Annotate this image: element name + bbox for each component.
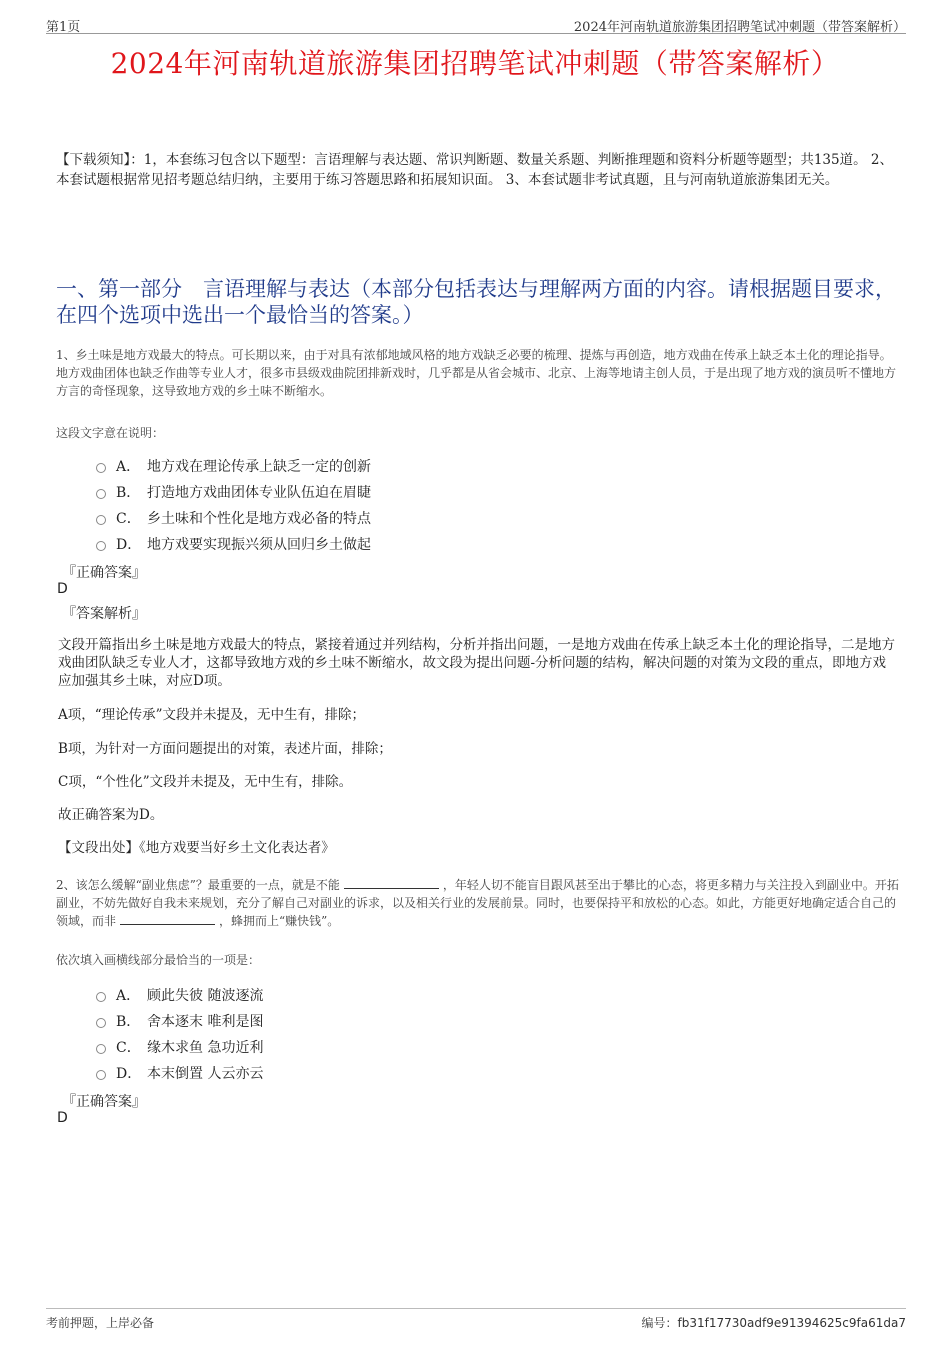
radio-icon[interactable]	[96, 1018, 106, 1028]
stem-part: 2、该怎么缓解“副业焦虑”？最重要的一点，就是不能	[56, 878, 340, 892]
radio-icon[interactable]	[96, 1044, 106, 1054]
analysis-paragraph: 文段开篇指出乡土味是地方戏最大的特点，紧接着通过并列结构，分析并指出问题，一是地方戏曲在传承上缺乏本土化的理论指导，二是地方戏曲团队缺乏专业人才，这都导致地方戏的乡土味不断缩水，故文段为提出问题-分析问题的结构，解决问题的对策为文段的重点，即地方戏应加强其乡土味，对应D项。	[58, 637, 895, 689]
footer-divider	[46, 1308, 906, 1309]
option-letter: D．	[116, 1066, 142, 1082]
page-number: 第1页	[46, 20, 81, 35]
radio-icon[interactable]	[96, 463, 106, 473]
footer-slogan: 考前押题，上岸必备	[46, 1316, 155, 1330]
option-letter: C．	[116, 511, 141, 527]
option-text: 打造地方戏曲团体专业队伍迫在眉睫	[147, 485, 371, 501]
option-text: 地方戏在理论传承上缺乏一定的创新	[147, 459, 371, 475]
fill-blank	[344, 877, 439, 889]
header-divider	[46, 33, 906, 34]
option-letter: D．	[116, 537, 142, 553]
option-text: 本末倒置 人云亦云	[147, 1066, 264, 1082]
option-text: 乡土味和个性化是地方戏必备的特点	[147, 511, 371, 527]
question-1-option-a[interactable]	[96, 456, 371, 476]
option-text: 舍本逐末 唯利是图	[147, 1014, 264, 1030]
option-letter: B．	[116, 485, 141, 501]
option-letter: C．	[116, 1040, 141, 1056]
question-1-prompt: 这段文字意在说明：	[56, 426, 165, 440]
stem-part: ，年轻人切不能盲目跟风甚至出于攀比的心态，将更多精力与关注投入到副业中。开拓副业，不妨先做好自我未来规划，充分了解自己对副业的诉求，以及相关行业的发展前景。同时，也要保持平和放松的心态。如此，方能更好地确定适合自己的领域，而非	[56, 878, 899, 928]
analysis-label: 『答案解析』	[62, 606, 146, 622]
document-id: 编号：fb31f17730adf9e91394625c9fa61da7	[641, 1316, 906, 1330]
running-title: 2024年河南轨道旅游集团招聘笔试冲刺题（带答案解析）	[573, 20, 906, 35]
fill-blank	[120, 913, 215, 925]
analysis-option-b: B项，为针对一方面问题提出的对策，表述片面，排除；	[58, 741, 392, 757]
analysis-option-a: A项，“理论传承”文段并未提及，无中生有，排除；	[58, 707, 366, 723]
option-text: 地方戏要实现振兴须从回归乡土做起	[147, 537, 371, 553]
download-notice: 【下载须知】：1，本套练习包含以下题型：言语理解与表达题、常识判断题、数量关系题、判断推理题和资料分析题等题型；共135道。 2、本套试题根据常见招考题总结归纳，主要用于练习答题思路和拓展知识面。 3、本套试题非考试真题，且与河南轨道旅游集团无关。	[56, 152, 893, 188]
option-text: 顾此失彼 随波逐流	[147, 988, 264, 1004]
radio-icon[interactable]	[96, 992, 106, 1002]
section-heading: 一、第一部分 言语理解与表达（本部分包括表达与理解两方面的内容。请根据题目要求，在四个选项中选出一个最恰当的答案。）	[56, 277, 896, 327]
question-2-stem	[56, 876, 901, 930]
radio-icon[interactable]	[96, 515, 106, 525]
document-title: 2024年河南轨道旅游集团招聘笔试冲刺题（带答案解析）	[110, 47, 840, 80]
radio-icon[interactable]	[96, 489, 106, 499]
question-2-option-d[interactable]	[96, 1063, 263, 1083]
question-1-option-c[interactable]	[96, 508, 371, 528]
radio-icon[interactable]	[96, 541, 106, 551]
question-2-option-b[interactable]	[96, 1011, 263, 1031]
analysis-source: 【文段出处】《地方戏要当好乡土文化表达者》	[58, 840, 335, 856]
option-letter: A．	[116, 459, 141, 475]
answer-value: D	[57, 1110, 68, 1126]
analysis-conclusion: 故正确答案为D。	[58, 807, 164, 823]
radio-icon[interactable]	[96, 1070, 106, 1080]
question-2-option-a[interactable]	[96, 985, 263, 1005]
option-letter: A．	[116, 988, 141, 1004]
stem-part: ，蜂拥而上“赚快钱”。	[219, 914, 340, 928]
question-2-prompt: 依次填入画横线部分最恰当的一项是：	[56, 953, 261, 967]
question-1-stem: 1、乡土味是地方戏最大的特点。可长期以来，由于对具有浓郁地域风格的地方戏缺乏必要的梳理、提炼与再创造，地方戏曲在传承上缺乏本土化的理论指导。地方戏曲团体也缺乏作曲等专业人才，很多市县级戏曲院团排新戏时，几乎都是从省会城市、北京、上海等地请主创人员，于是出现了地方戏的演员听不懂地方方言的奇怪现象，这导致地方戏的乡土味不断缩水。	[56, 348, 897, 398]
analysis-option-c: C项，“个性化”文段并未提及，无中生有，排除。	[58, 774, 353, 790]
answer-label: 『正确答案』	[62, 565, 146, 581]
option-text: 缘木求鱼 急功近利	[147, 1040, 264, 1056]
question-1-option-d[interactable]	[96, 534, 371, 554]
question-2-option-c[interactable]	[96, 1037, 263, 1057]
answer-value: D	[57, 581, 68, 597]
option-letter: B．	[116, 1014, 141, 1030]
question-1-option-b[interactable]	[96, 482, 371, 502]
answer-label: 『正确答案』	[62, 1094, 146, 1110]
